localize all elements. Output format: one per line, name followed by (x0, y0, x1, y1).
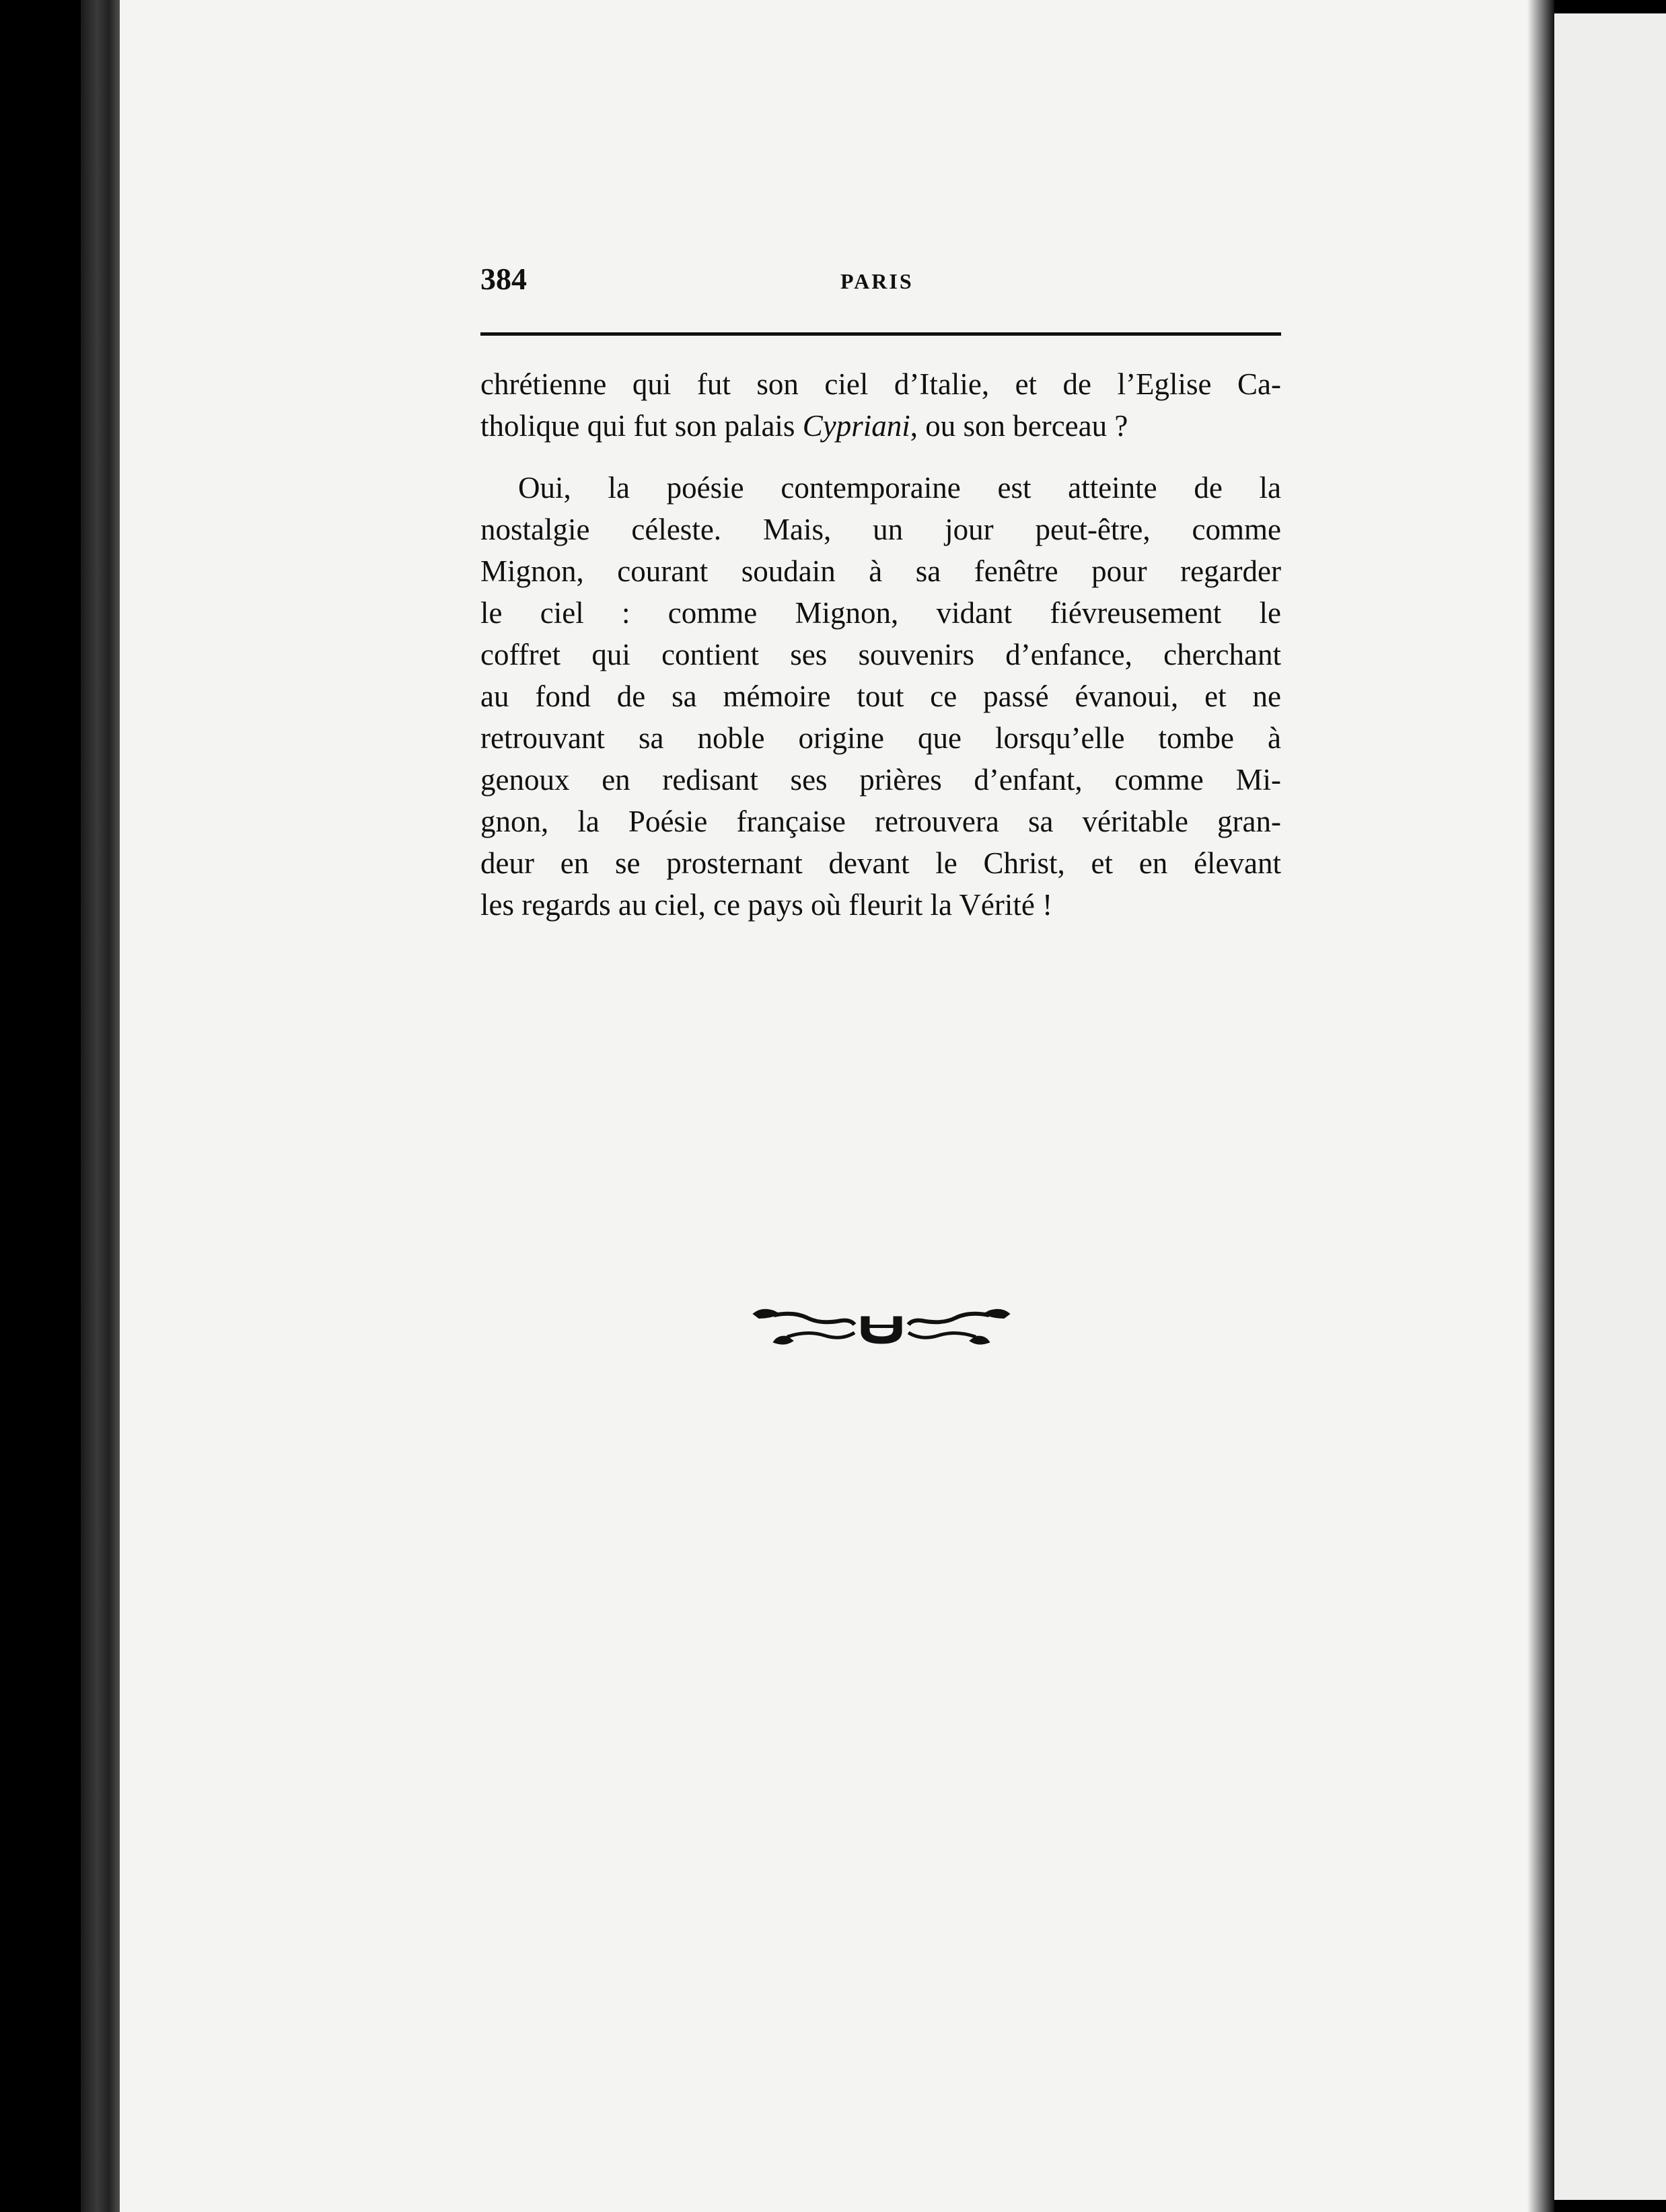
page-header (480, 261, 1281, 301)
text-line: les regards au ciel, ce pays où fleurit la Vérité ! (480, 888, 1053, 922)
text-line: le ciel : comme Mignon, vidant fiévreusement le (480, 596, 1281, 630)
italic-title: Cypriani (802, 409, 910, 443)
paragraph-2 (480, 467, 1281, 926)
text-line: retrouvant sa noble origine que lorsqu’elle tombe à (480, 721, 1281, 755)
adjacent-page-edge (1554, 13, 1666, 2200)
header-rule (480, 332, 1281, 336)
text-line: au fond de sa mémoire tout ce passé évanoui, et ne (480, 679, 1281, 713)
page-gutter (1527, 0, 1554, 2212)
text-span: , ou son berceau ? (910, 409, 1128, 443)
page-number: 384 (480, 262, 527, 296)
fleuron-ornament-icon (747, 1302, 1016, 1356)
text-line: coffret qui contient ses souvenirs d’enfance, cherchant (480, 638, 1281, 671)
text-line: genoux en redisant ses prières d’enfant, comme Mi- (480, 763, 1281, 797)
text-line (480, 405, 1281, 447)
paragraph-1 (480, 363, 1281, 447)
text-span: tholique qui fut son palais (480, 409, 803, 443)
text-line: deur en se prosternant devant le Christ, et en élevant (480, 846, 1281, 880)
body-text (480, 363, 1281, 926)
text-line: nostalgie céleste. Mais, un jour peut-être, comme (480, 513, 1281, 546)
text-line: gnon, la Poésie française retrouvera sa véritable gran- (480, 805, 1281, 838)
text-line: chrétienne qui fut son ciel d’Italie, et de l’Eglise Ca- (480, 367, 1281, 401)
text-line: Mignon, courant soudain à sa fenêtre pour regarder (480, 554, 1281, 588)
running-title: PARIS (840, 269, 914, 293)
text-line: Oui, la poésie contemporaine est atteinte de la (518, 471, 1281, 505)
book-edge (81, 0, 121, 2212)
